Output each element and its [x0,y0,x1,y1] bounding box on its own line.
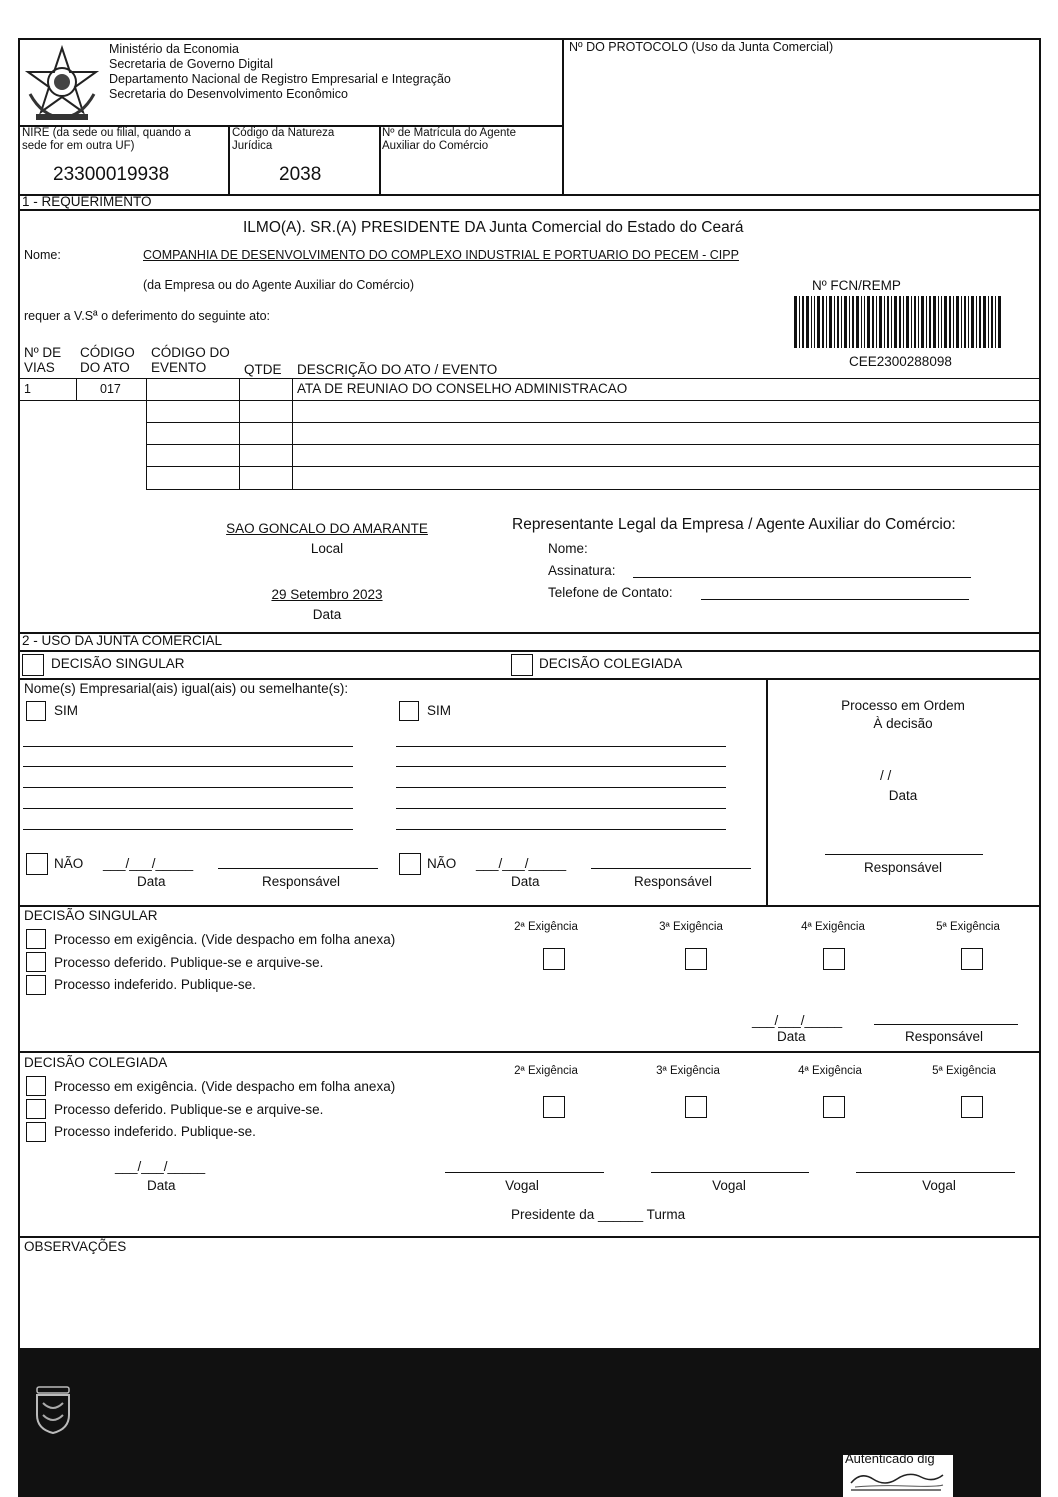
sim-checkbox-2[interactable] [399,701,419,721]
nao-data-label-1: Data [137,874,166,889]
sim-label-2: SIM [427,703,452,718]
nao-checkbox-2[interactable] [399,853,421,875]
nao-responsavel-label-2: Responsável [634,874,713,889]
matricula-label: Nº de Matrícula do Agente [382,127,516,139]
matricula-label-2: Auxiliar do Comércio [382,140,489,152]
section-2-title: 2 - USO DA JUNTA COMERCIAL [22,633,223,648]
empresa-note: (da Empresa ou do Agente Auxiliar do Comércio) [143,278,414,292]
singular-exig-3: 3ª Exigência [659,921,723,933]
col-evento-header: CÓDIGO DO [151,345,230,360]
singular-exig-5: 5ª Exigência [936,921,1000,933]
requer-text: requer a V.Sª o deferimento do seguinte ato: [24,309,270,323]
rep-telefone-label: Telefone de Contato: [548,585,673,600]
fcn-label: Nº FCN/REMP [812,278,901,293]
natureza-label: Código da Natureza [232,127,335,139]
singular-exig-4-checkbox[interactable] [823,948,845,970]
org-line-4: Secretaria do Desenvolvimento Econômico [109,87,349,101]
colegiada-exig-3-checkbox[interactable] [685,1096,707,1118]
col-qtde-header: QTDE [244,362,282,377]
processo-ordem-2: À decisão [873,716,933,731]
nao-label-1: NÃO [54,856,84,871]
barcode-icon [794,296,1002,348]
nao-date-1: ___/___/_____ [103,856,194,871]
vogal-label-3: Vogal [922,1178,956,1193]
decisao-singular-checkbox[interactable] [22,654,44,676]
assinatura-line [633,577,971,578]
section-1-title: 1 - REQUERIMENTO [22,194,152,209]
colegiada-indef-label: Processo indeferido. Publique-se. [54,1124,256,1139]
nao-label-2: NÃO [427,856,457,871]
singular-exig-checkbox[interactable] [26,929,46,949]
singular-exig-4: 4ª Exigência [801,921,865,933]
observacoes-label: OBSERVAÇÕES [24,1239,127,1254]
decisao-colegiada-label: DECISÃO COLEGIADA [539,656,683,671]
singular-exig-5-checkbox[interactable] [961,948,983,970]
nao-checkbox-1[interactable] [26,853,48,875]
singular-exig-label: Processo em exigência. (Vide despacho em folha anexa) [54,932,396,947]
data-value: 29 Setembro 2023 [271,587,383,602]
decisao-colegiada-checkbox[interactable] [511,654,533,676]
natureza-label-2: Jurídica [232,140,273,152]
col-vias-header-2: VIAS [24,360,55,375]
telefone-line [701,599,969,600]
row-vias: 1 [24,382,31,396]
singular-exig-3-checkbox[interactable] [685,948,707,970]
decisao-singular-label: DECISÃO SINGULAR [51,656,185,671]
local-value: SAO GONCALO DO AMARANTE [226,521,428,536]
colegiada-exig-checkbox[interactable] [26,1076,46,1096]
nao-data-label-2: Data [511,874,540,889]
colegiada-exig-4-checkbox[interactable] [823,1096,845,1118]
colegiada-date: ___/___/_____ [115,1159,206,1174]
ordem-date-slashes: / / [880,768,892,783]
colegiada-data-label: Data [147,1178,176,1193]
singular-exig-2-checkbox[interactable] [543,948,565,970]
colegiada-exig-5-checkbox[interactable] [961,1096,983,1118]
singular-title: DECISÃO SINGULAR [24,908,158,923]
col-desc-header: DESCRIÇÃO DO ATO / EVENTO [297,362,498,377]
org-line-3: Departamento Nacional de Registro Empresarial e Integração [109,72,451,86]
nome-label: Nome: [24,248,61,262]
col-ato-header: CÓDIGO [80,345,135,360]
colegiada-exig-label: Processo em exigência. (Vide despacho em folha anexa) [54,1079,396,1094]
nire-label-2: sede for em outra UF) [22,140,135,152]
nire-label: NIRE (da sede ou filial, quando a [22,127,191,139]
nao-date-2: ___/___/_____ [476,856,567,871]
signature-icon [847,1467,947,1493]
auth-text: Autenticado dig [845,1455,935,1466]
col-vias-header: Nº DE [24,345,62,360]
vogal-label-1: Vogal [505,1178,539,1193]
colegiada-exig-2: 2ª Exigência [514,1065,578,1077]
singular-def-checkbox[interactable] [26,952,46,972]
singular-exig-2: 2ª Exigência [514,921,578,933]
row-ato: 017 [100,382,121,396]
colegiada-title: DECISÃO COLEGIADA [24,1055,168,1070]
colegiada-def-label: Processo deferido. Publique-se e arquive-se. [54,1102,324,1117]
processo-ordem-1: Processo em Ordem [841,698,965,713]
org-line-2: Secretaria de Governo Digital [109,57,273,71]
colegiada-def-checkbox[interactable] [26,1099,46,1119]
company-name: COMPANHIA DE DESENVOLVIMENTO DO COMPLEXO INDUSTRIAL E PORTUARIO DO PECEM - CIPP [143,248,739,262]
nao-responsavel-label-1: Responsável [262,874,341,889]
singular-indef-checkbox[interactable] [26,975,46,995]
junta-seal-icon [33,1385,73,1435]
singular-def-label: Processo deferido. Publique-se e arquive-se. [54,955,324,970]
sim-label-1: SIM [54,703,79,718]
rep-nome-label: Nome: [548,541,588,556]
rep-assinatura-label: Assinatura: [548,563,616,578]
presidente-turma: Presidente da ______ Turma [511,1207,686,1222]
requerimento-heading: ILMO(A). SR.(A) PRESIDENTE DA Junta Comercial do Estado do Ceará [243,219,744,236]
col-ato-header-2: DO ATO [80,360,130,375]
data-label: Data [312,607,342,622]
brasil-coat-of-arms-icon [22,44,102,124]
nomes-label: Nome(s) Empresarial(ais) igual(ais) ou semelhante(s): [24,681,349,696]
colegiada-exig-4: 4ª Exigência [798,1065,862,1077]
colegiada-exig-3: 3ª Exigência [656,1065,720,1077]
singular-indef-label: Processo indeferido. Publique-se. [54,977,256,992]
org-line-1: Ministério da Economia [109,42,239,56]
rep-title: Representante Legal da Empresa / Agente Auxiliar do Comércio: [512,516,956,533]
colegiada-exig-2-checkbox[interactable] [543,1096,565,1118]
fcn-code: CEE2300288098 [849,354,952,369]
ordem-responsavel-label: Responsável [863,860,943,875]
local-label: Local [310,541,344,556]
nire-value: 23300019938 [53,164,170,185]
vogal-label-2: Vogal [712,1178,746,1193]
singular-responsavel-label: Responsável [905,1029,984,1044]
singular-data-label: Data [777,1029,806,1044]
colegiada-indef-checkbox[interactable] [26,1122,46,1142]
row-desc: ATA DE REUNIAO DO CONSELHO ADMINISTRACAO [297,381,628,396]
ordem-data-label: Data [888,788,918,803]
sim-checkbox-1[interactable] [26,701,46,721]
auth-stamp [843,1455,953,1497]
protocol-label: Nº DO PROTOCOLO (Uso da Junta Comercial) [569,40,834,54]
natureza-value: 2038 [279,164,322,185]
colegiada-exig-5: 5ª Exigência [932,1065,996,1077]
col-evento-header-2: EVENTO [151,360,207,375]
singular-date: ___/___/_____ [752,1013,843,1028]
